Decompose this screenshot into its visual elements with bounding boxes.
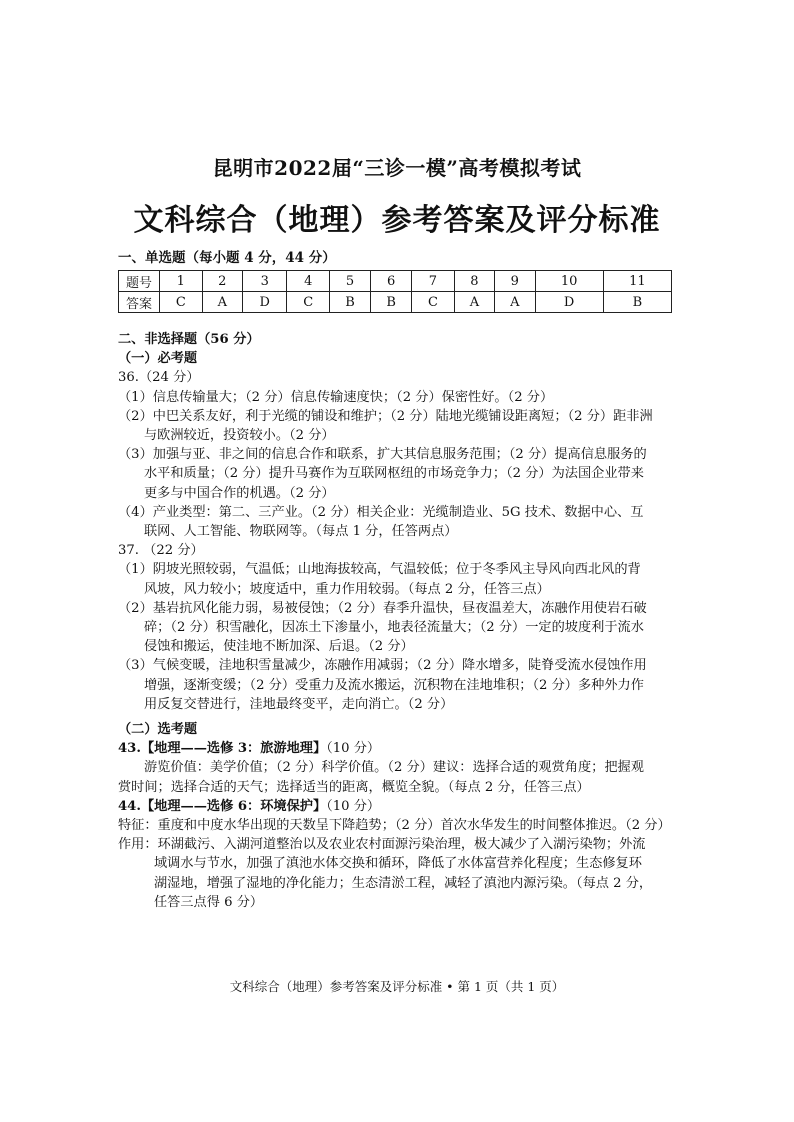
- q44-heading: [118, 797, 678, 816]
- answer-cell: B: [371, 292, 412, 313]
- question-number: 6: [371, 271, 412, 292]
- q44-points: （10 分）: [326, 798, 381, 814]
- question-number: 9: [495, 271, 535, 292]
- section-heading-multiple-choice: 一、单选题（每小题 4 分，44 分）: [118, 250, 336, 266]
- q36-answer-line: 与欧洲较近，投资较小。（2 分）: [144, 428, 335, 444]
- page-footer: 文科综合（地理）参考答案及评分标准 • 第 1 页（共 1 页）: [229, 979, 565, 994]
- row-label: 答案: [119, 292, 160, 313]
- question-number: 1: [160, 271, 203, 292]
- question-number: 4: [287, 271, 330, 292]
- q36-answer-line: （2）中巴关系友好，利于光缆的铺设和维护；（2 分）陆地光缆铺设距离短；（2 分）距非洲: [118, 408, 653, 424]
- q36-answer-line: （3）加强与亚、非之间的信息合作和联系，扩大其信息服务范围；（2 分）提高信息服务的: [118, 447, 647, 463]
- q37-answer-line: （2）基岩抗风化能力弱，易被侵蚀；（2 分）春季升温快，昼夜温差大，冻融作用使岩石破: [118, 600, 647, 616]
- q37-answer-line: 用反复交替进行，洼地最终变平，走向消亡。（2 分）: [144, 696, 454, 712]
- q44-answer-line: 作用：环湖截污、入湖河道整治以及农业农村面源污染治理，极大减少了入湖污染物；外流: [118, 837, 646, 853]
- q43-answer-line: 游览价值：美学价值；（2 分）科学价值。（2 分）建议：选择合适的观赏角度；把握观: [144, 760, 644, 776]
- non-choice-section: [118, 330, 678, 912]
- q36-answer-line: 联网、人工智能、物联网等。（每点 1 分，任答两点）: [144, 524, 458, 540]
- document-title: 文科综合（地理）参考答案及评分标准: [133, 203, 661, 238]
- answer-cell: A: [454, 292, 494, 313]
- question-number: 10: [535, 271, 603, 292]
- question-number: 11: [603, 271, 671, 292]
- question-number: 7: [412, 271, 455, 292]
- question-number: 2: [202, 271, 242, 292]
- answer-cell: D: [242, 292, 286, 313]
- question-number-row: [119, 271, 672, 292]
- q43-points: （10 分）: [326, 741, 381, 757]
- q37-answer-line: （3）气候变暖，洼地积雪量减少，冻融作用减弱；（2 分）降水增多，陡脊受流水侵蚀作用: [118, 658, 647, 674]
- question-number: 5: [330, 271, 371, 292]
- q37-answer-line: 增强，逐渐变缓；（2 分）受重力及流水搬运，沉积物在洼地堆积；（2 分）多种外力作: [144, 677, 644, 693]
- answer-cell: C: [160, 292, 203, 313]
- q43-heading: [118, 739, 678, 758]
- subsection-required: （一）必考题: [118, 351, 198, 367]
- q43-title: 43.【地理——选修 3：旅游地理】: [118, 741, 327, 757]
- q37-answer-line: 碎；（2 分）积雪融化，因冻土下渗量小，地表径流量大；（2 分）一定的坡度利于流水: [144, 620, 644, 636]
- section-heading-non-choice: 二、非选择题（56 分）: [118, 332, 260, 347]
- question-number: 8: [454, 271, 494, 292]
- answer-cell: B: [603, 292, 671, 313]
- q37-answer-line: 侵蚀和搬运，使洼地不断加深、后退。（2 分）: [144, 639, 414, 655]
- q44-answer-line: 湖湿地，增强了湿地的净化能力；生态清淤工程，减轻了滇池内源污染。（每点 2 分，: [154, 875, 653, 891]
- subsection-elective: （二）选考题: [118, 722, 198, 738]
- answer-cell: C: [287, 292, 330, 313]
- q44-answer-line: 特征：重度和中度水华出现的天数呈下降趋势；（2 分）首次水华发生的时间整体推迟。（2 分）: [118, 818, 671, 834]
- q44-answer-line: 域调水与节水，加强了滇池水体交换和循环，降低了水体富营养化程度；生态修复环: [154, 856, 642, 872]
- answer-cell: A: [202, 292, 242, 313]
- answer-cell: B: [330, 292, 371, 313]
- answer-table: [118, 270, 672, 313]
- q44-answer-line: 任答三点得 6 分）: [154, 894, 264, 910]
- q36-answer-line: （4）产业类型：第二、三产业。（2 分）相关企业：光缆制造业、5G 技术、数据中心、互: [118, 504, 644, 520]
- answer-cell: C: [412, 292, 455, 313]
- row-label: 题号: [119, 271, 160, 292]
- q43-answer-line: 赏时间；选择合适的天气；选择适当的距离，概览全貌。（每点 2 分，任答三点）: [118, 779, 590, 795]
- question-number: 3: [242, 271, 286, 292]
- answer-cell: D: [535, 292, 603, 313]
- answer-cell: A: [495, 292, 535, 313]
- q36-answer-line: （1）信息传输量大；（2 分）信息传输速度快；（2 分）保密性好。（2 分）: [118, 389, 554, 405]
- q36-heading: 36.（24 分）: [118, 370, 200, 386]
- q37-heading: 37. （22 分）: [118, 543, 204, 559]
- q36-answer-line: 水平和质量；（2 分）提升马赛作为互联网枢纽的市场竞争力；（2 分）为法国企业带来: [144, 466, 644, 482]
- exam-title: 昆明市2022届“三诊一模”高考模拟考试: [212, 156, 582, 180]
- q36-answer-line: 更多与中国合作的机遇。（2 分）: [144, 485, 335, 501]
- q37-answer-line: （1）阴坡光照较弱，气温低；山地海拔较高，气温较低；位于冬季风主导风向西北风的背: [118, 562, 641, 578]
- q44-title: 44.【地理——选修 6：环境保护】: [118, 798, 327, 814]
- q37-answer-line: 风坡，风力较小；坡度适中，重力作用较弱。（每点 2 分，任答三点）: [144, 581, 550, 597]
- answer-row: [119, 292, 672, 313]
